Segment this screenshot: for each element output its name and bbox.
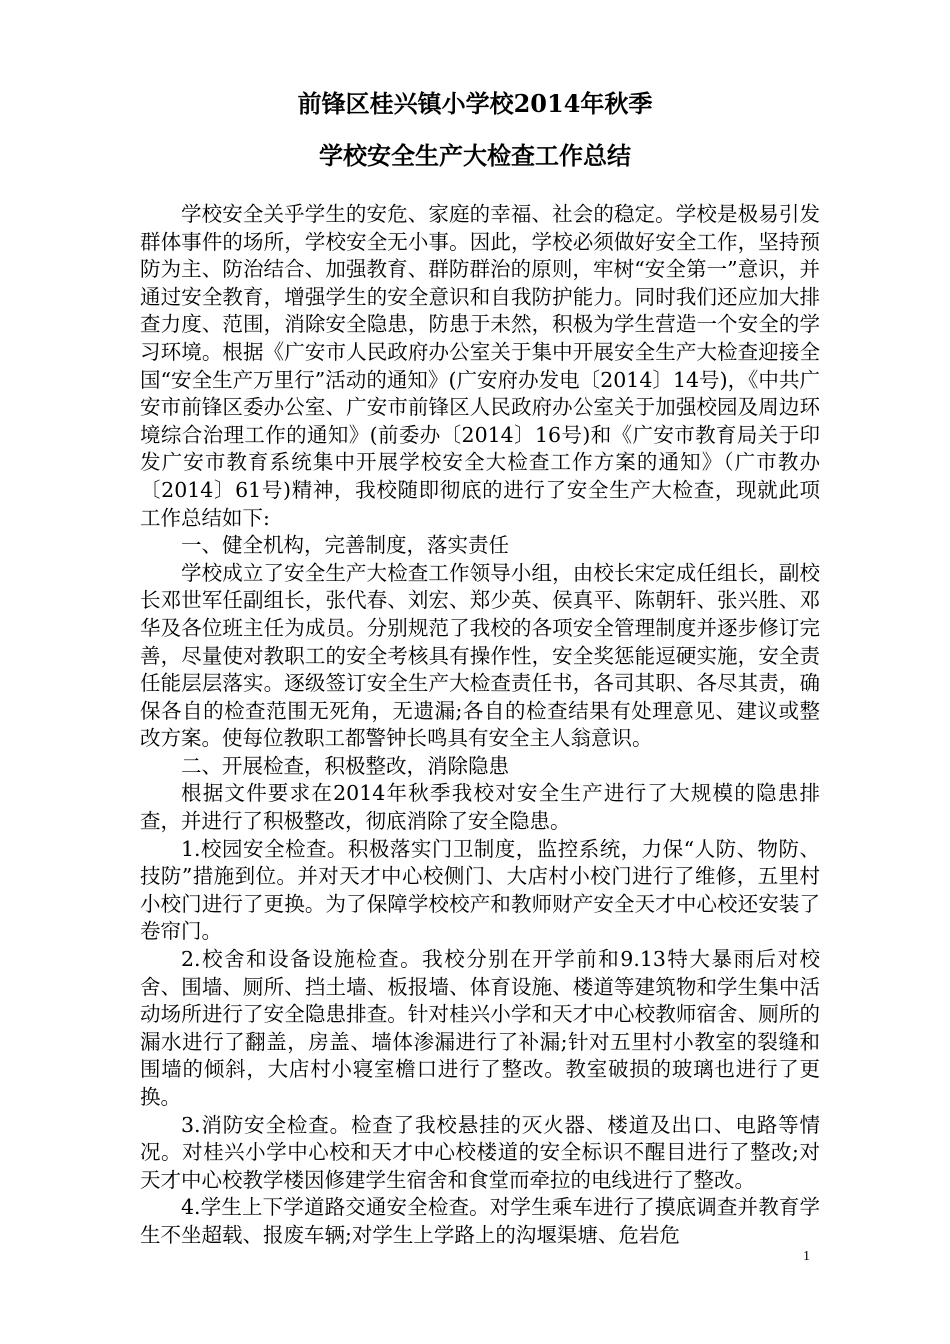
section-heading-1: 一、健全机构，完善制度，落实责任 xyxy=(181,533,509,558)
document-title-line-1: 前锋区桂兴镇小学校2014年秋季 xyxy=(297,89,653,118)
item-1-campus-safety: 1.校园安全检查。积极落实门卫制度，监控系统，力保“人防、物防、技防”措施到位。并对天才中心校侧门、大店村小校门进行了维修，五里村小校门进行了更换。为了保障学校校产和教师财产安全天才中心校还安装了卷帘门。 xyxy=(140,836,820,944)
intro-paragraph: 学校安全关乎学生的安危、家庭的幸福、社会的稳定。学校是极易引发群体事件的场所，学校安全无小事。因此，学校必须做好安全工作，坚持预防为主、防治结合、加强教育、群防群治的原则，牢树“安全第一”意识，并通过安全教育，增强学生的安全意识和自我防护能力。同时我们还应加大排查力度、范围，消除安全隐患，防患于未然，积极为学生营造一个安全的学习环境。根据《广安市人民政府办公室关于集中开展安全生产大检查迎接全国“安全生产万里行”活动的通知》(广安府办发电〔2014〕14号)，《中共广安市前锋区委办公室、广安市前锋区人民政府办公室关于加强校园及周边环境综合治理工作的通知》(前委办〔2014〕16号)和《广安市教育局关于印发广安市教育系统集中开展学校安全大检查工作方案的通知》（广市教办〔2014〕61号)精神，我校随即彻底的进行了安全生产大检查，现就此项工作总结如下: xyxy=(140,202,820,530)
document-body xyxy=(140,201,820,1250)
section-2-intro-paragraph: 根据文件要求在2014年秋季我校对安全生产进行了大规模的隐患排查，并进行了积极整改，彻底消除了安全隐患。 xyxy=(140,781,820,834)
document-title-line-2: 学校安全生产大检查工作总结 xyxy=(319,141,631,170)
item-4-traffic-safety: 4.学生上下学道路交通安全检查。对学生乘车进行了摸底调查并教育学生不坐超载、报废车辆;对学生上学路上的沟堰渠塘、危岩危 xyxy=(140,1195,820,1247)
page-number: 1 xyxy=(803,1249,810,1264)
section-1-paragraph: 学校成立了安全生产大检查工作领导小组，由校长宋定成任组长，副校长邓世军任副组长，张代春、刘宏、郑少英、侯真平、陈朝轩、张兴胜、邓华及各位班主任为成员。分别规范了我校的各项安全管理制度并逐步修订完善，尽量使对教职工的安全考核具有操作性，安全奖惩能逗硬实施，安全责任能层层落实。逐级签订安全生产大检查责任书，各司其职、各尽其责，确保各自的检查范围无死角，无遗漏;各自的检查结果有处理意见、建议或整改方案。使每位教职工都警钟长鸣具有安全主人翁意识。 xyxy=(140,560,820,751)
item-2-buildings-facilities: 2.校舍和设备设施检查。我校分别在开学前和9.13特大暴雨后对校舍、围墙、厕所、挡土墙、板报墙、体育设施、楼道等建筑物和学生集中活动场所进行了安全隐患排查。针对桂兴小学和天才中心校教师宿舍、厕所的漏水进行了翻盖，房盖、墙体渗漏进行了补漏;针对五里村小教室的裂缝和围墙的倾斜，大店村小寝室檐口进行了整改。教室破损的玻璃也进行了更换。 xyxy=(140,947,820,1109)
section-heading-2: 二、开展检查，积极整改，消除隐患 xyxy=(181,753,509,778)
item-3-fire-safety: 3.消防安全检查。检查了我校悬挂的灭火器、楼道及出口、电路等情况。对桂兴小学中心校和天才中心校楼道的安全标识不醒目进行了整改;对天才中心校教学楼因修建学生宿舍和食堂而牵拉的电线进行了整改。 xyxy=(140,1112,820,1192)
